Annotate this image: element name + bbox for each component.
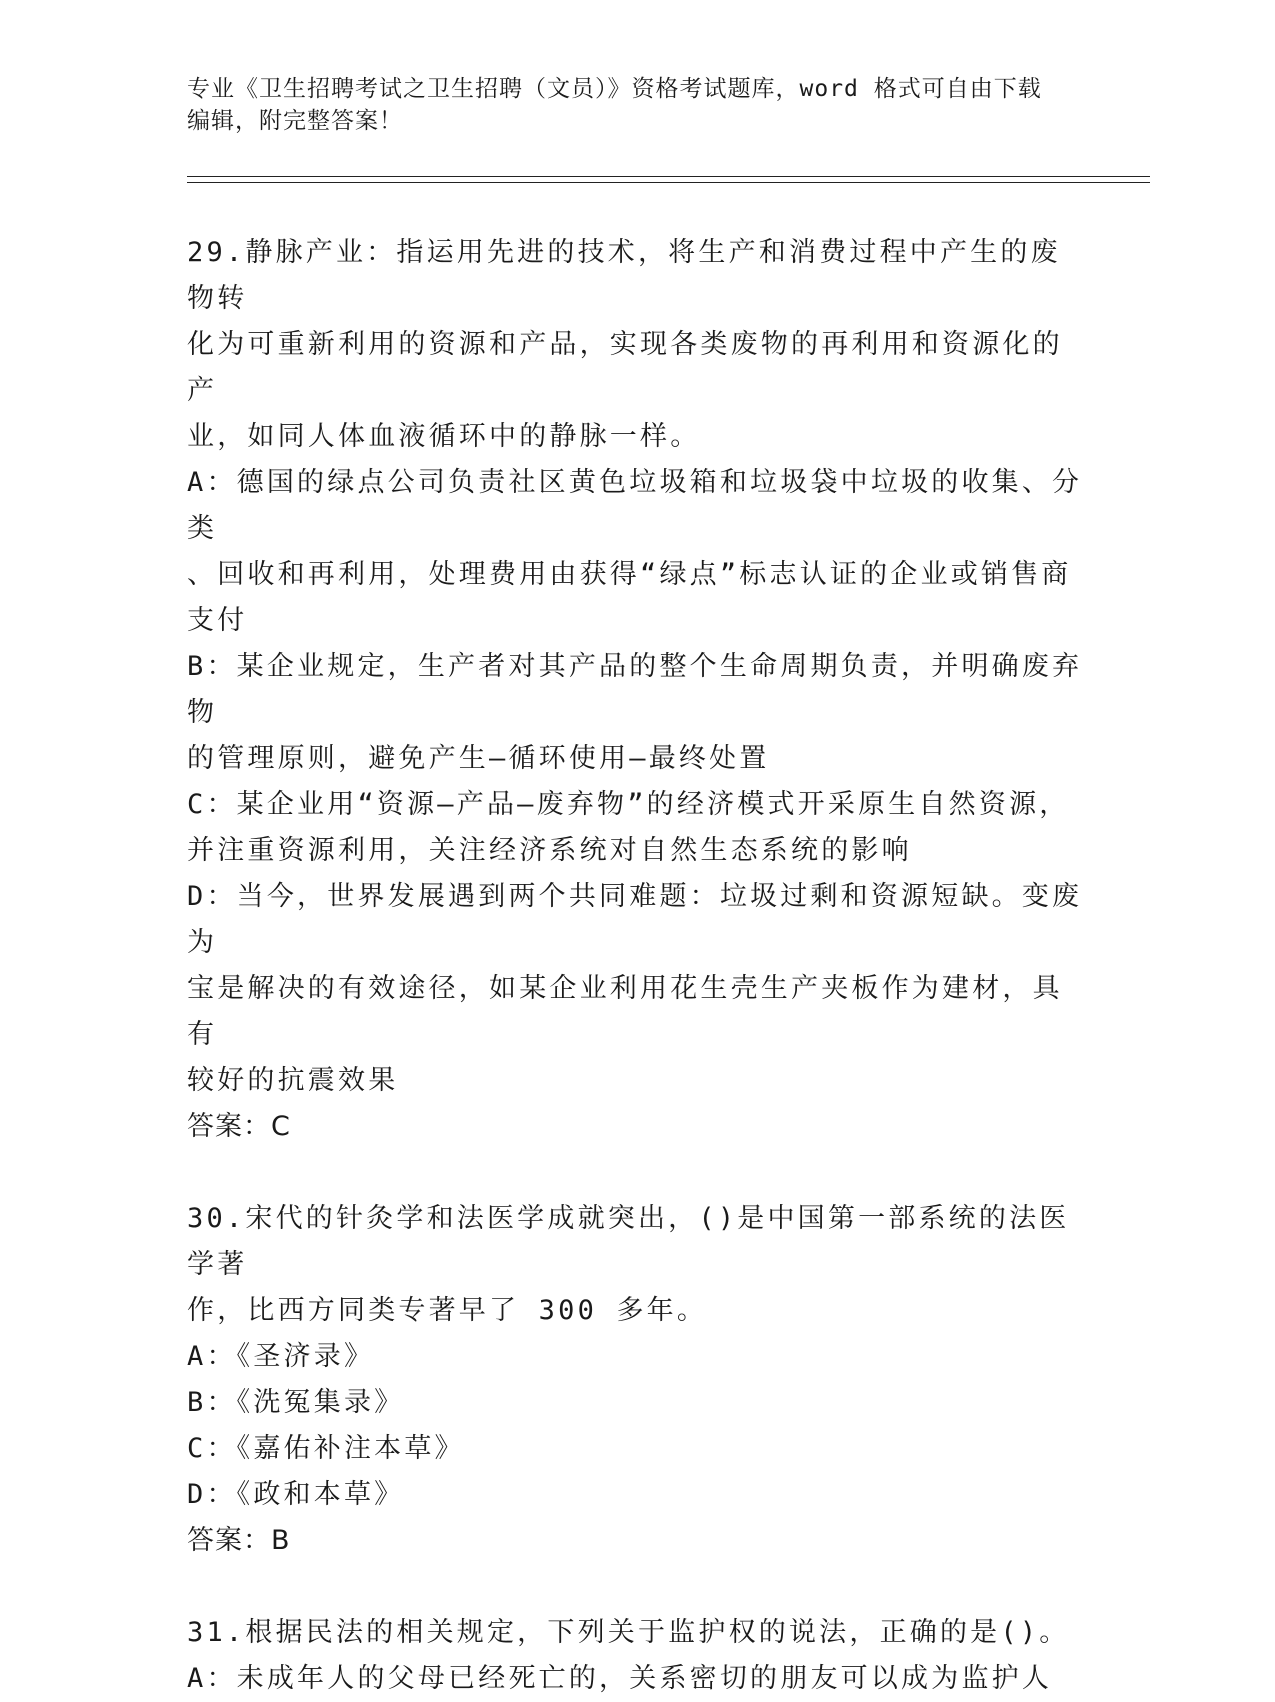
option-a-line: A：未成年人的父母已经死亡的，关系密切的朋友可以成为监护人 <box>187 1663 1053 1694</box>
option-d-line: 宝是解决的有效途径，如某企业利用花生壳生产夹板作为建材，具有 <box>187 973 1063 1050</box>
option-d-line: D：当今，世界发展遇到两个共同难题：垃圾过剩和资源短缺。变废为 <box>187 881 1083 958</box>
option-b-line: B：某企业规定，生产者对其产品的整个生命周期负责，并明确废弃物 <box>187 651 1083 728</box>
question-text-line: 作，比西方同类专著早了 300 多年。 <box>187 1295 708 1326</box>
option-b-line: 的管理原则，避免产生—循环使用—最终处置 <box>187 743 770 774</box>
question-30 <box>187 1196 1087 1564</box>
spacer <box>187 1150 1087 1196</box>
option-c-line: C：《嘉佑补注本草》 <box>187 1433 465 1464</box>
option-b-line: B：《洗冤集录》 <box>187 1387 405 1418</box>
option-c-line: 并注重资源利用，关注经济系统对自然生态系统的影响 <box>187 835 912 866</box>
header-line-2: 编辑，附完整答案！ <box>187 108 403 134</box>
answer-label: 答案：B <box>187 1525 291 1556</box>
option-a-line: 、回收和再利用，处理费用由获得“绿点”标志认证的企业或销售商 <box>187 559 1072 590</box>
question-29 <box>187 230 1087 1150</box>
question-text-line: 30.宋代的针灸学和法医学成就突出，()是中国第一部系统的法医学著 <box>187 1203 1070 1280</box>
option-a-line: A：德国的绿点公司负责社区黄色垃圾箱和垃圾袋中垃圾的收集、分类 <box>187 467 1083 544</box>
option-c-line: C：某企业用“资源—产品—废弃物”的经济模式开采原生自然资源， <box>187 789 1070 820</box>
option-d-line: D：《政和本草》 <box>187 1479 405 1510</box>
option-a-line: 支付 <box>187 605 248 636</box>
header-divider-bottom <box>187 182 1150 183</box>
option-a-line: A：《圣济录》 <box>187 1341 375 1372</box>
header-line-1: 专业《卫生招聘考试之卫生招聘（文员）》资格考试题库，word 格式可自由下载 <box>187 76 1042 102</box>
question-31 <box>187 1610 1087 1702</box>
answer-label: 答案：C <box>187 1111 291 1142</box>
question-text-line: 业，如同人体血液循环中的静脉一样。 <box>187 421 701 452</box>
question-text-line: 31.根据民法的相关规定，下列关于监护权的说法，正确的是()。 <box>187 1617 1070 1648</box>
spacer <box>187 1564 1087 1610</box>
document-header <box>187 73 1067 137</box>
question-text-line: 化为可重新利用的资源和产品，实现各类废物的再利用和资源化的产 <box>187 329 1063 406</box>
option-d-line: 较好的抗震效果 <box>187 1065 399 1096</box>
question-list <box>187 230 1087 1702</box>
question-text-line: 29.静脉产业：指运用先进的技术，将生产和消费过程中产生的废物转 <box>187 237 1061 314</box>
header-divider-top <box>187 176 1150 177</box>
